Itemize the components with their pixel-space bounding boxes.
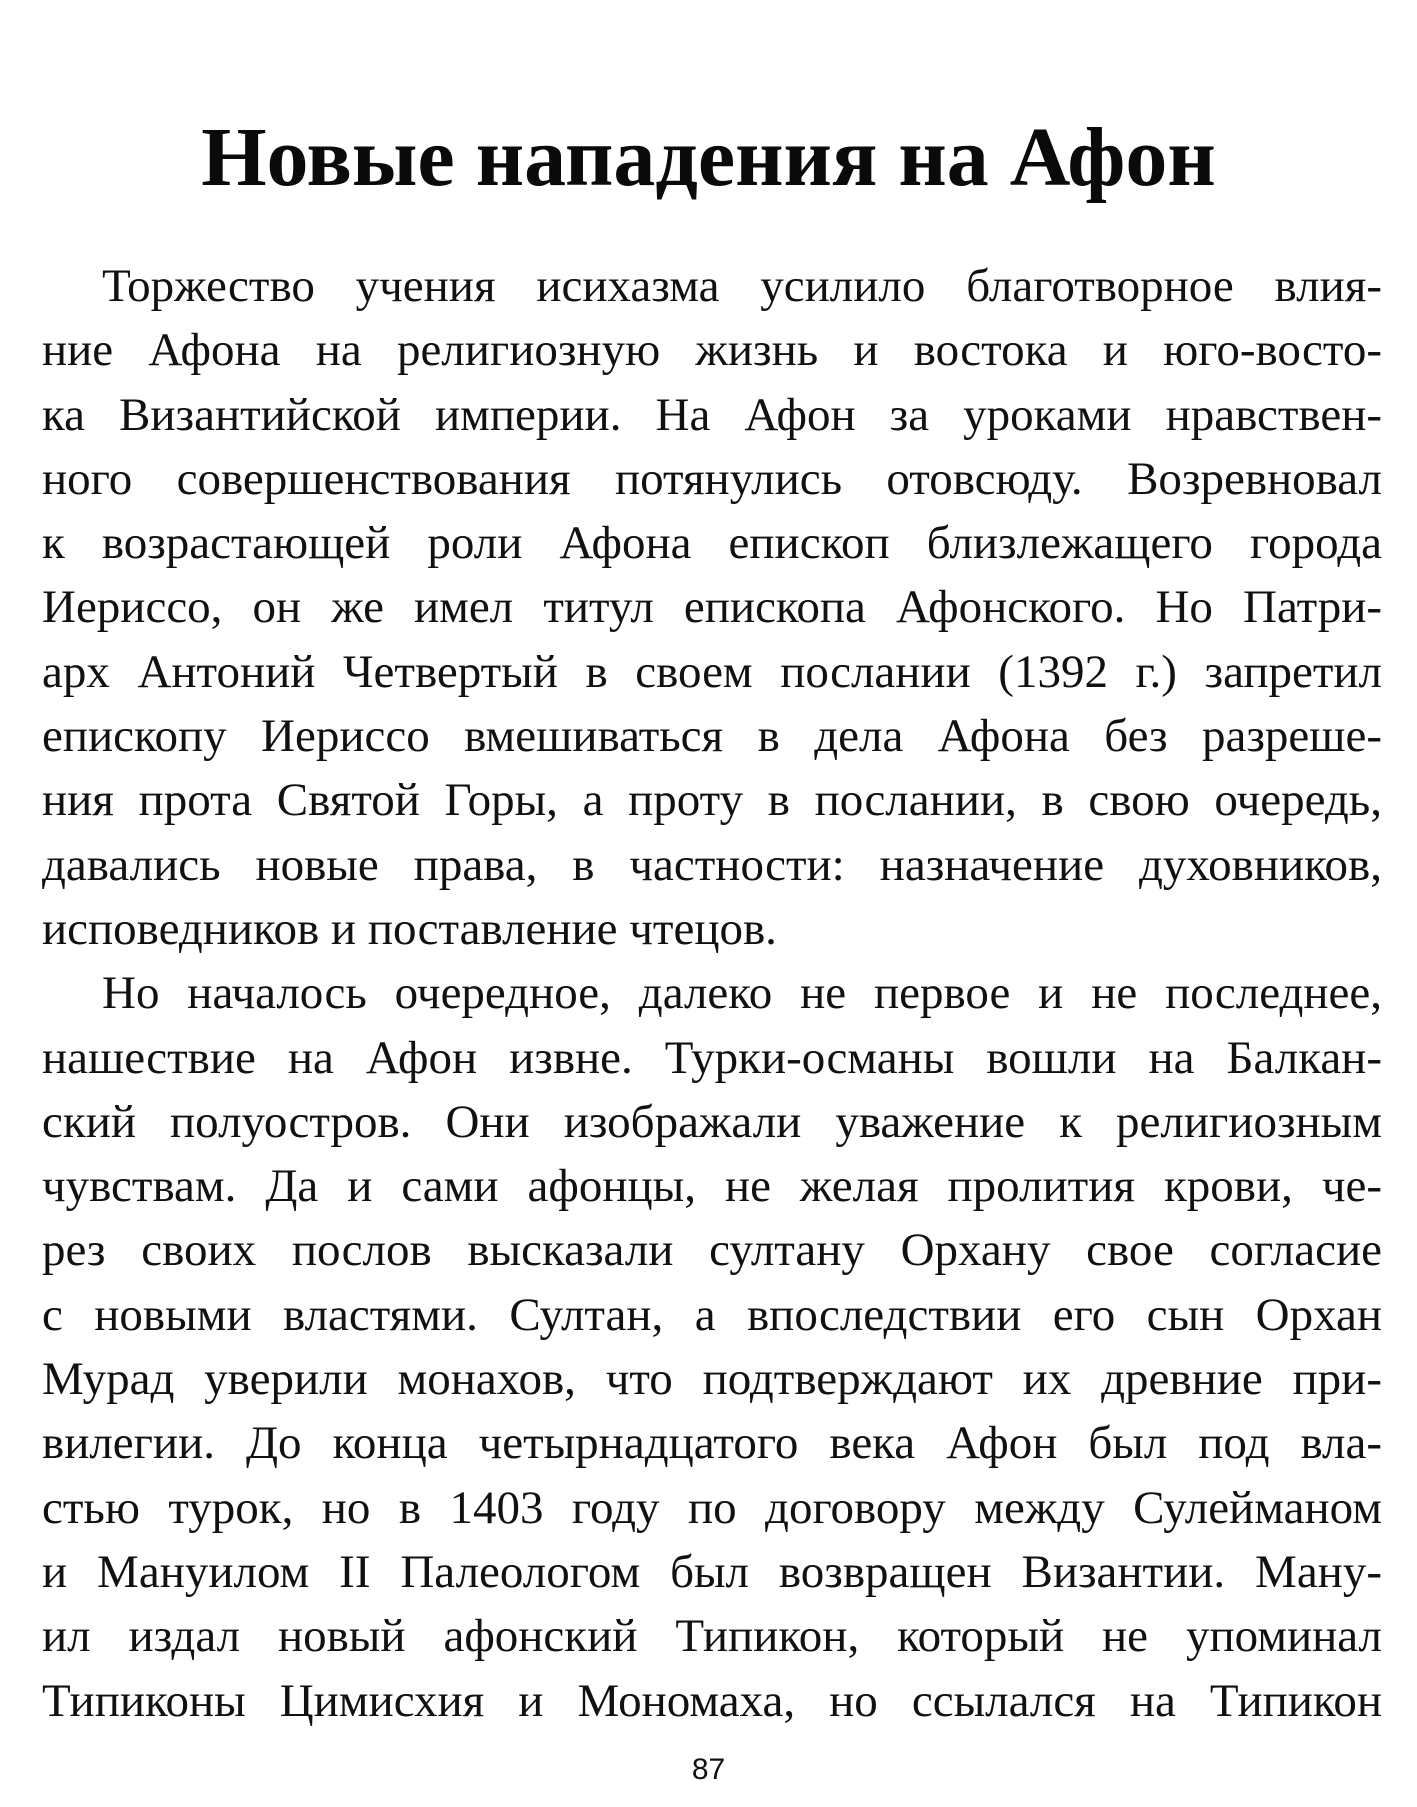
text-line: ский полуостров. Они изображали уважение к религиозным: [42, 1095, 1382, 1148]
text-line: ного совершенствования потянулись отовсюду. Возревновал: [42, 452, 1382, 505]
text-line: давались новые права, в частности: назначение духовников,: [42, 838, 1382, 891]
text-line: арх Антоний Четвертый в своем послании (1392 г.) запретил: [42, 645, 1382, 698]
text-line: нашествие на Афон извне. Турки-османы вошли на Балкан-: [42, 1031, 1382, 1084]
text-line: рез своих послов высказали султану Орхану свое согласие: [42, 1224, 1382, 1277]
text-line: Иериссо, он же имел титул епископа Афонского. Но Патри-: [42, 581, 1382, 634]
body-text: [42, 254, 1382, 1733]
text-line: и Мануилом II Палеологом был возвращен Византии. Ману-: [42, 1545, 1382, 1598]
text-line: исповедников и поставление чтецов.: [42, 902, 777, 955]
text-line: епископу Иериссо вмешиваться в дела Афона без разреше-: [42, 710, 1382, 763]
paragraph: [42, 254, 1382, 961]
text-line: ил издал новый афонский Типикон, который не упоминал: [42, 1610, 1382, 1663]
text-line: Мурад уверили монахов, что подтверждают их древние при-: [42, 1353, 1382, 1406]
text-line: ния прота Святой Горы, а проту в послании, в свою очередь,: [42, 774, 1382, 827]
text-line: чувствам. Да и сами афонцы, не желая пролития крови, че-: [42, 1160, 1382, 1213]
text-line: Торжество учения исихазма усилило благотворное влия-: [102, 260, 1382, 312]
page-title: Новые нападения на Афон: [201, 111, 1216, 204]
text-line: Типиконы Цимисхия и Мономаха, но ссылался на Типикон: [42, 1674, 1382, 1727]
text-line: ка Византийской империи. На Афон за уроками нравствен-: [42, 388, 1382, 441]
text-line: вилегии. До конца четырнадцатого века Афон был под вла-: [42, 1417, 1382, 1470]
text-line: ние Афона на религиозную жизнь и востока и юго-восто-: [42, 324, 1382, 377]
text-line: Но началось очередное, далеко не первое и не последнее,: [102, 967, 1382, 1020]
text-line: с новыми властями. Султан, а впоследствии его сын Орхан: [42, 1288, 1382, 1341]
text-line: к возрастающей роли Афона епископ близлежащего города: [42, 517, 1382, 570]
paragraph: [42, 961, 1382, 1733]
page-number: 87: [691, 1753, 726, 1786]
text-line: стью турок, но в 1403 году по договору между Сулейманом: [42, 1481, 1382, 1534]
